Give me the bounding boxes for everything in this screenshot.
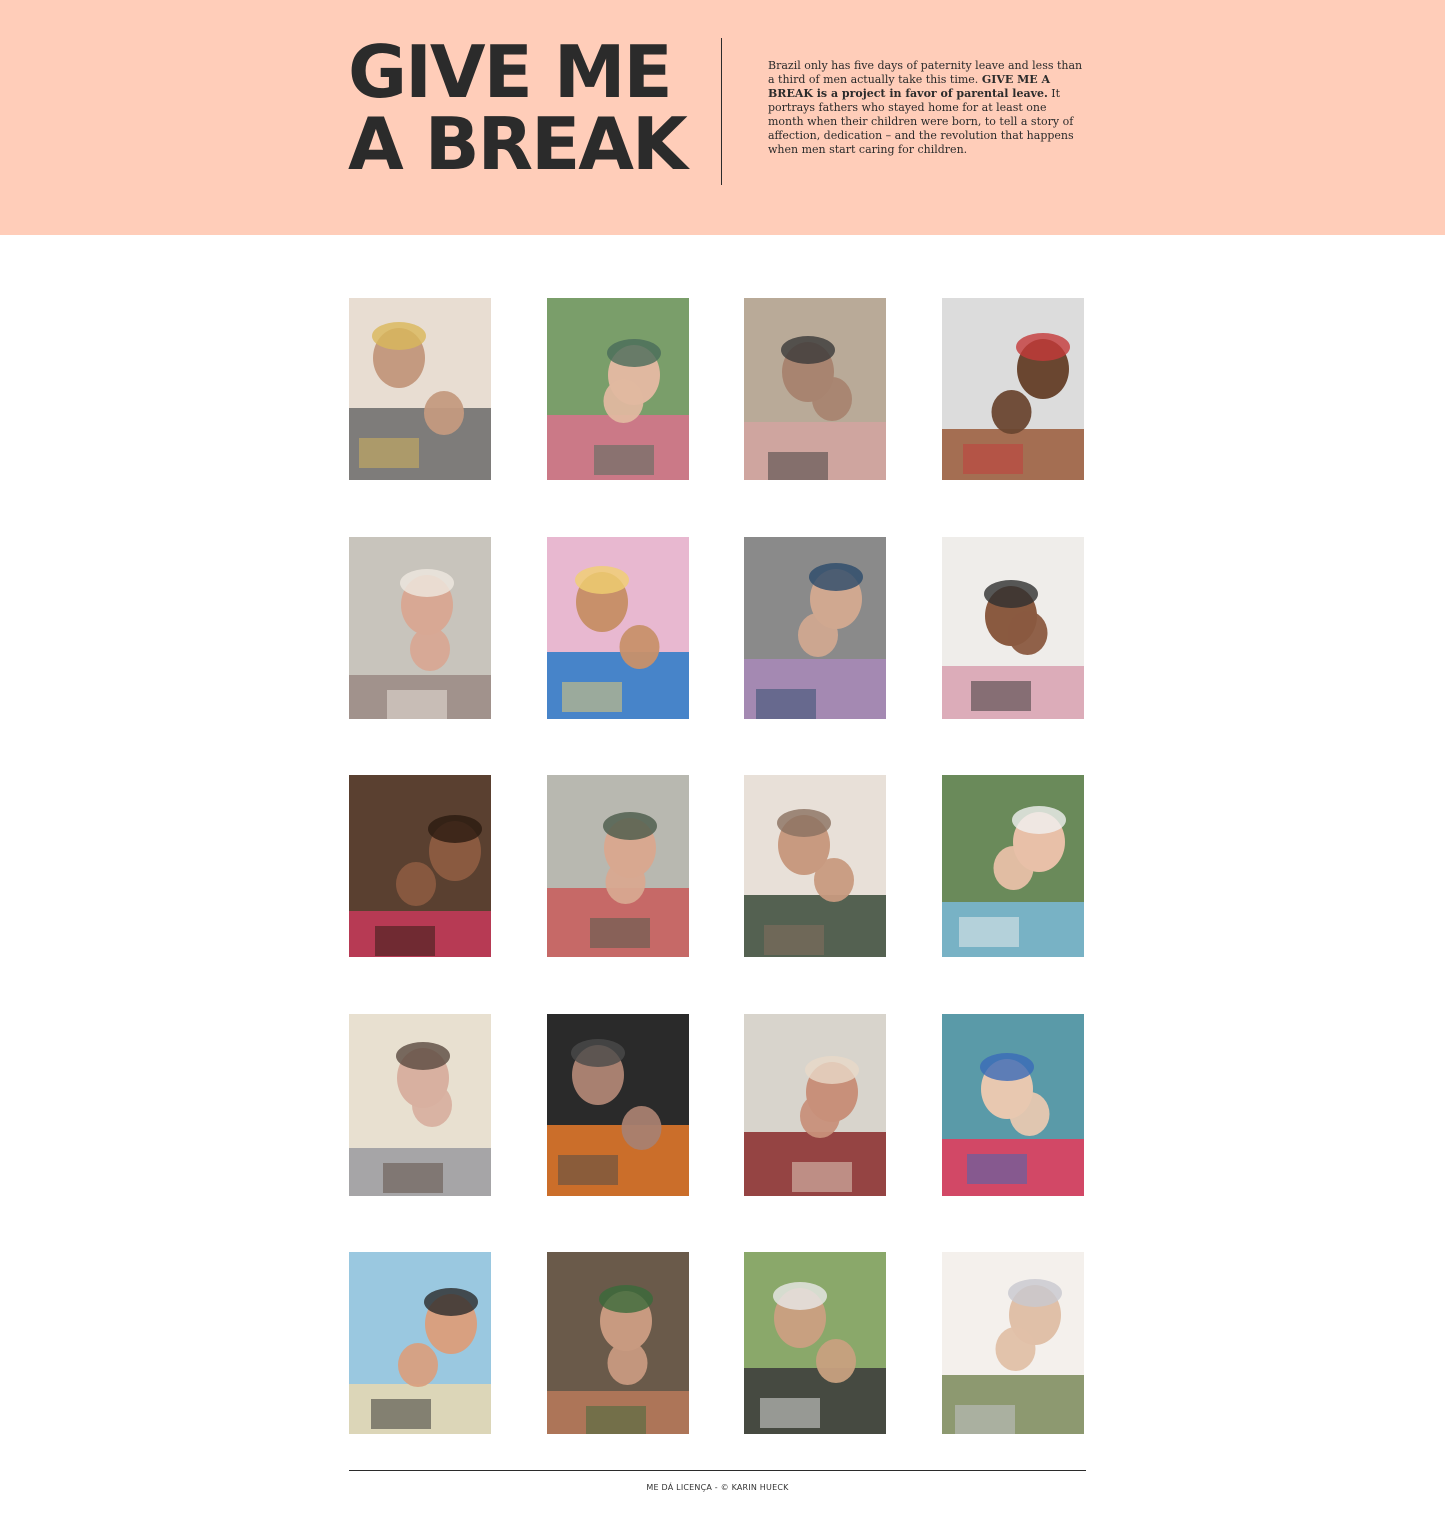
photo-father-feeding-baby[interactable] bbox=[942, 775, 1084, 957]
photo-father-baby-selfie[interactable] bbox=[744, 1014, 886, 1196]
photo-gallery bbox=[349, 298, 1085, 1434]
intro-text-part-2: It portrays fathers who stayed home for at least one month when their children were born, to tell a story of affection, dedication – and the revolution that happens when men start caring for children. bbox=[768, 87, 1074, 156]
photo-father-twins-hammock[interactable] bbox=[547, 775, 689, 957]
photo-father-three-kids-floor[interactable] bbox=[942, 298, 1084, 480]
title-line-1: GIVE ME bbox=[348, 30, 671, 114]
photo-father-son-truck[interactable] bbox=[547, 1014, 689, 1196]
footer-divider bbox=[349, 1470, 1086, 1471]
header-divider bbox=[721, 38, 722, 185]
photo-father-daughter-bath[interactable] bbox=[349, 537, 491, 719]
photo-father-baby-bright-selfie[interactable] bbox=[942, 1252, 1084, 1434]
header-banner bbox=[0, 0, 1445, 235]
photo-father-napping-sofa[interactable] bbox=[744, 298, 886, 480]
photo-father-daughter-curls[interactable] bbox=[349, 775, 491, 957]
intro-text-part-1: Brazil only has five days of paternity leave and less than a third of men actually take this time. bbox=[768, 59, 1083, 86]
photo-father-sleeping-toddler[interactable] bbox=[744, 537, 886, 719]
footer-credit: ME DÁ LICENÇA - © KARIN HUECK bbox=[646, 1483, 789, 1492]
photo-father-changing-baby[interactable] bbox=[349, 298, 491, 480]
page-title bbox=[348, 30, 708, 186]
photo-father-kissing-baby[interactable] bbox=[349, 1014, 491, 1196]
title-line-2: A BREAK bbox=[348, 102, 686, 186]
photo-father-baby-sleeping-bed[interactable] bbox=[942, 537, 1084, 719]
photo-father-girl-syringe[interactable] bbox=[547, 298, 689, 480]
intro-text-bold: GIVE ME A BREAK is a project in favor of parental leave. bbox=[768, 73, 1051, 100]
photo-father-son-slide[interactable] bbox=[547, 1252, 689, 1434]
photo-baby-play-gym[interactable] bbox=[942, 1014, 1084, 1196]
photo-father-baby-pink-room[interactable] bbox=[547, 537, 689, 719]
photo-baby-on-shoulders-beach[interactable] bbox=[349, 1252, 491, 1434]
photo-father-carrier-hallway[interactable] bbox=[744, 775, 886, 957]
intro-text bbox=[768, 59, 1083, 157]
photo-father-baby-swing[interactable] bbox=[744, 1252, 886, 1434]
